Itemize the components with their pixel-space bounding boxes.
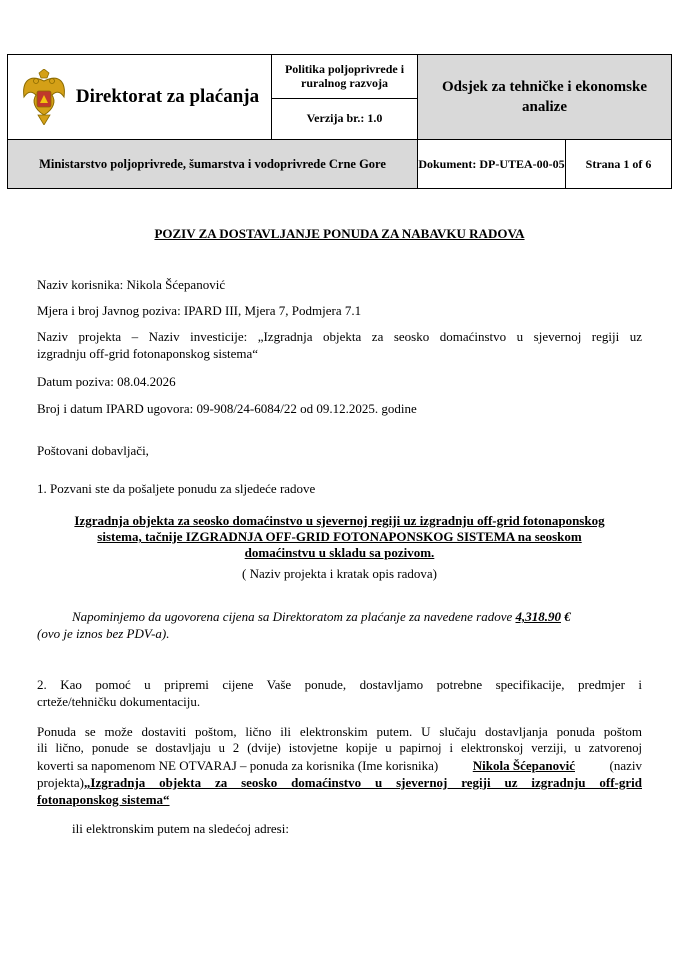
ministry-cell: Ministarstvo poljoprivrede, šumarstva i vodoprivrede Crne Gore [8, 140, 418, 189]
document-number-cell: Dokument: DP-UTEA-00-05 [418, 140, 566, 189]
department-cell: Odsjek za tehničke i ekonomske analize [418, 55, 672, 140]
price-line [72, 608, 642, 625]
montenegro-coat-of-arms-icon [20, 69, 68, 125]
price-note: (ovo je iznos bez PDV-a). [37, 626, 170, 641]
item-2-line2: crteže/tehničku dokumentaciju. [37, 694, 201, 709]
works-line3: domaćinstvu u skladu sa pozivom. [244, 545, 435, 560]
project-field-line1: Naziv projekta – Naziv investicije: „Izgradnja objekta za seosko domaćinstvo u sjevernoj regiji uz [37, 329, 642, 344]
delivery-project-name: „Izgradnja objekta za seosko domaćinstvo u sjevernoj regiji uz izgradnju off-grid [83, 775, 642, 790]
delivery-line4 [37, 774, 642, 791]
price-text: Napominjemo da ugovorena cijena sa Direktoratom za plaćanje za navedene radove [72, 609, 513, 624]
works-line1: Izgradnja objekta za seosko domaćinstvo u sjevernoj regiji uz izgradnju off-grid fotonaponskog [74, 513, 605, 528]
delivery-line3-text: koverti sa napomenom NE OTVARAJ – ponuda za korisnika (Ime korisnika) [37, 758, 439, 773]
directorate-title: Direktorat za plaćanja [75, 86, 260, 107]
delivery-line2: ili lično, ponude se dostavljaju u 2 (dvije) istovjetne kopije u papirnoj i elektronskoj verziji, u zatvorenoj [37, 741, 642, 755]
item-1: 1. Pozvani ste da pošaljete ponudu za sljedeće radove [37, 481, 316, 496]
works-note: ( Naziv projekta i kratak opis radova) [242, 566, 437, 581]
date-field: Datum poziva: 08.04.2026 [37, 374, 176, 389]
delivery-line5: fotonaponskog sistema“ [37, 792, 170, 807]
user-field: Naziv korisnika: Nikola Šćepanović [37, 277, 226, 292]
contract-field: Broj i datum IPARD ugovora: 09-908/24-6084/22 od 09.12.2025. godine [37, 401, 417, 416]
works-line2: sistema, tačnije IZGRADNJA OFF-GRID FOTONAPONSKOG SISTEMA na seoskom [97, 529, 582, 544]
delivery-line1: Ponuda se može dostaviti poštom, lično ili elektronskim putem. U slučaju dostavljanja ponuda poštom [37, 724, 642, 739]
delivery-user-name: Nikola Šćepanović [472, 758, 575, 773]
project-field-line2: izgradnju off-grid fotonaponskog sistema“ [37, 346, 259, 361]
delivery-line3-end: (naziv [609, 758, 642, 773]
document-header [7, 54, 672, 189]
electronic-address-line: ili elektronskim putem na sledećoj adresi: [72, 821, 289, 836]
price-currency: € [564, 609, 571, 624]
item-2-line1: 2. Kao pomoć u pripremi cijene Vaše ponude, dostavljamo potrebne specifikacije, predmjer i [37, 677, 642, 692]
measure-field: Mjera i broj Javnog poziva: IPARD III, Mjera 7, Podmjera 7.1 [37, 303, 362, 318]
page-title: POZIV ZA DOSTAVLJANJE PONUDA ZA NABAVKU RADOVA [154, 226, 525, 241]
version-cell: Verzija br.: 1.0 [272, 98, 418, 140]
policy-cell: Politika poljoprivrede i ruralnog razvoja [272, 55, 418, 99]
delivery-line3 [37, 757, 642, 774]
directorate-cell [8, 55, 272, 140]
greeting: Poštovani dobavljači, [37, 443, 149, 458]
delivery-line4-text: projekta) [37, 775, 84, 790]
page-number-cell: Strana 1 of 6 [566, 140, 672, 189]
price-amount: 4,318.90 [515, 609, 561, 624]
